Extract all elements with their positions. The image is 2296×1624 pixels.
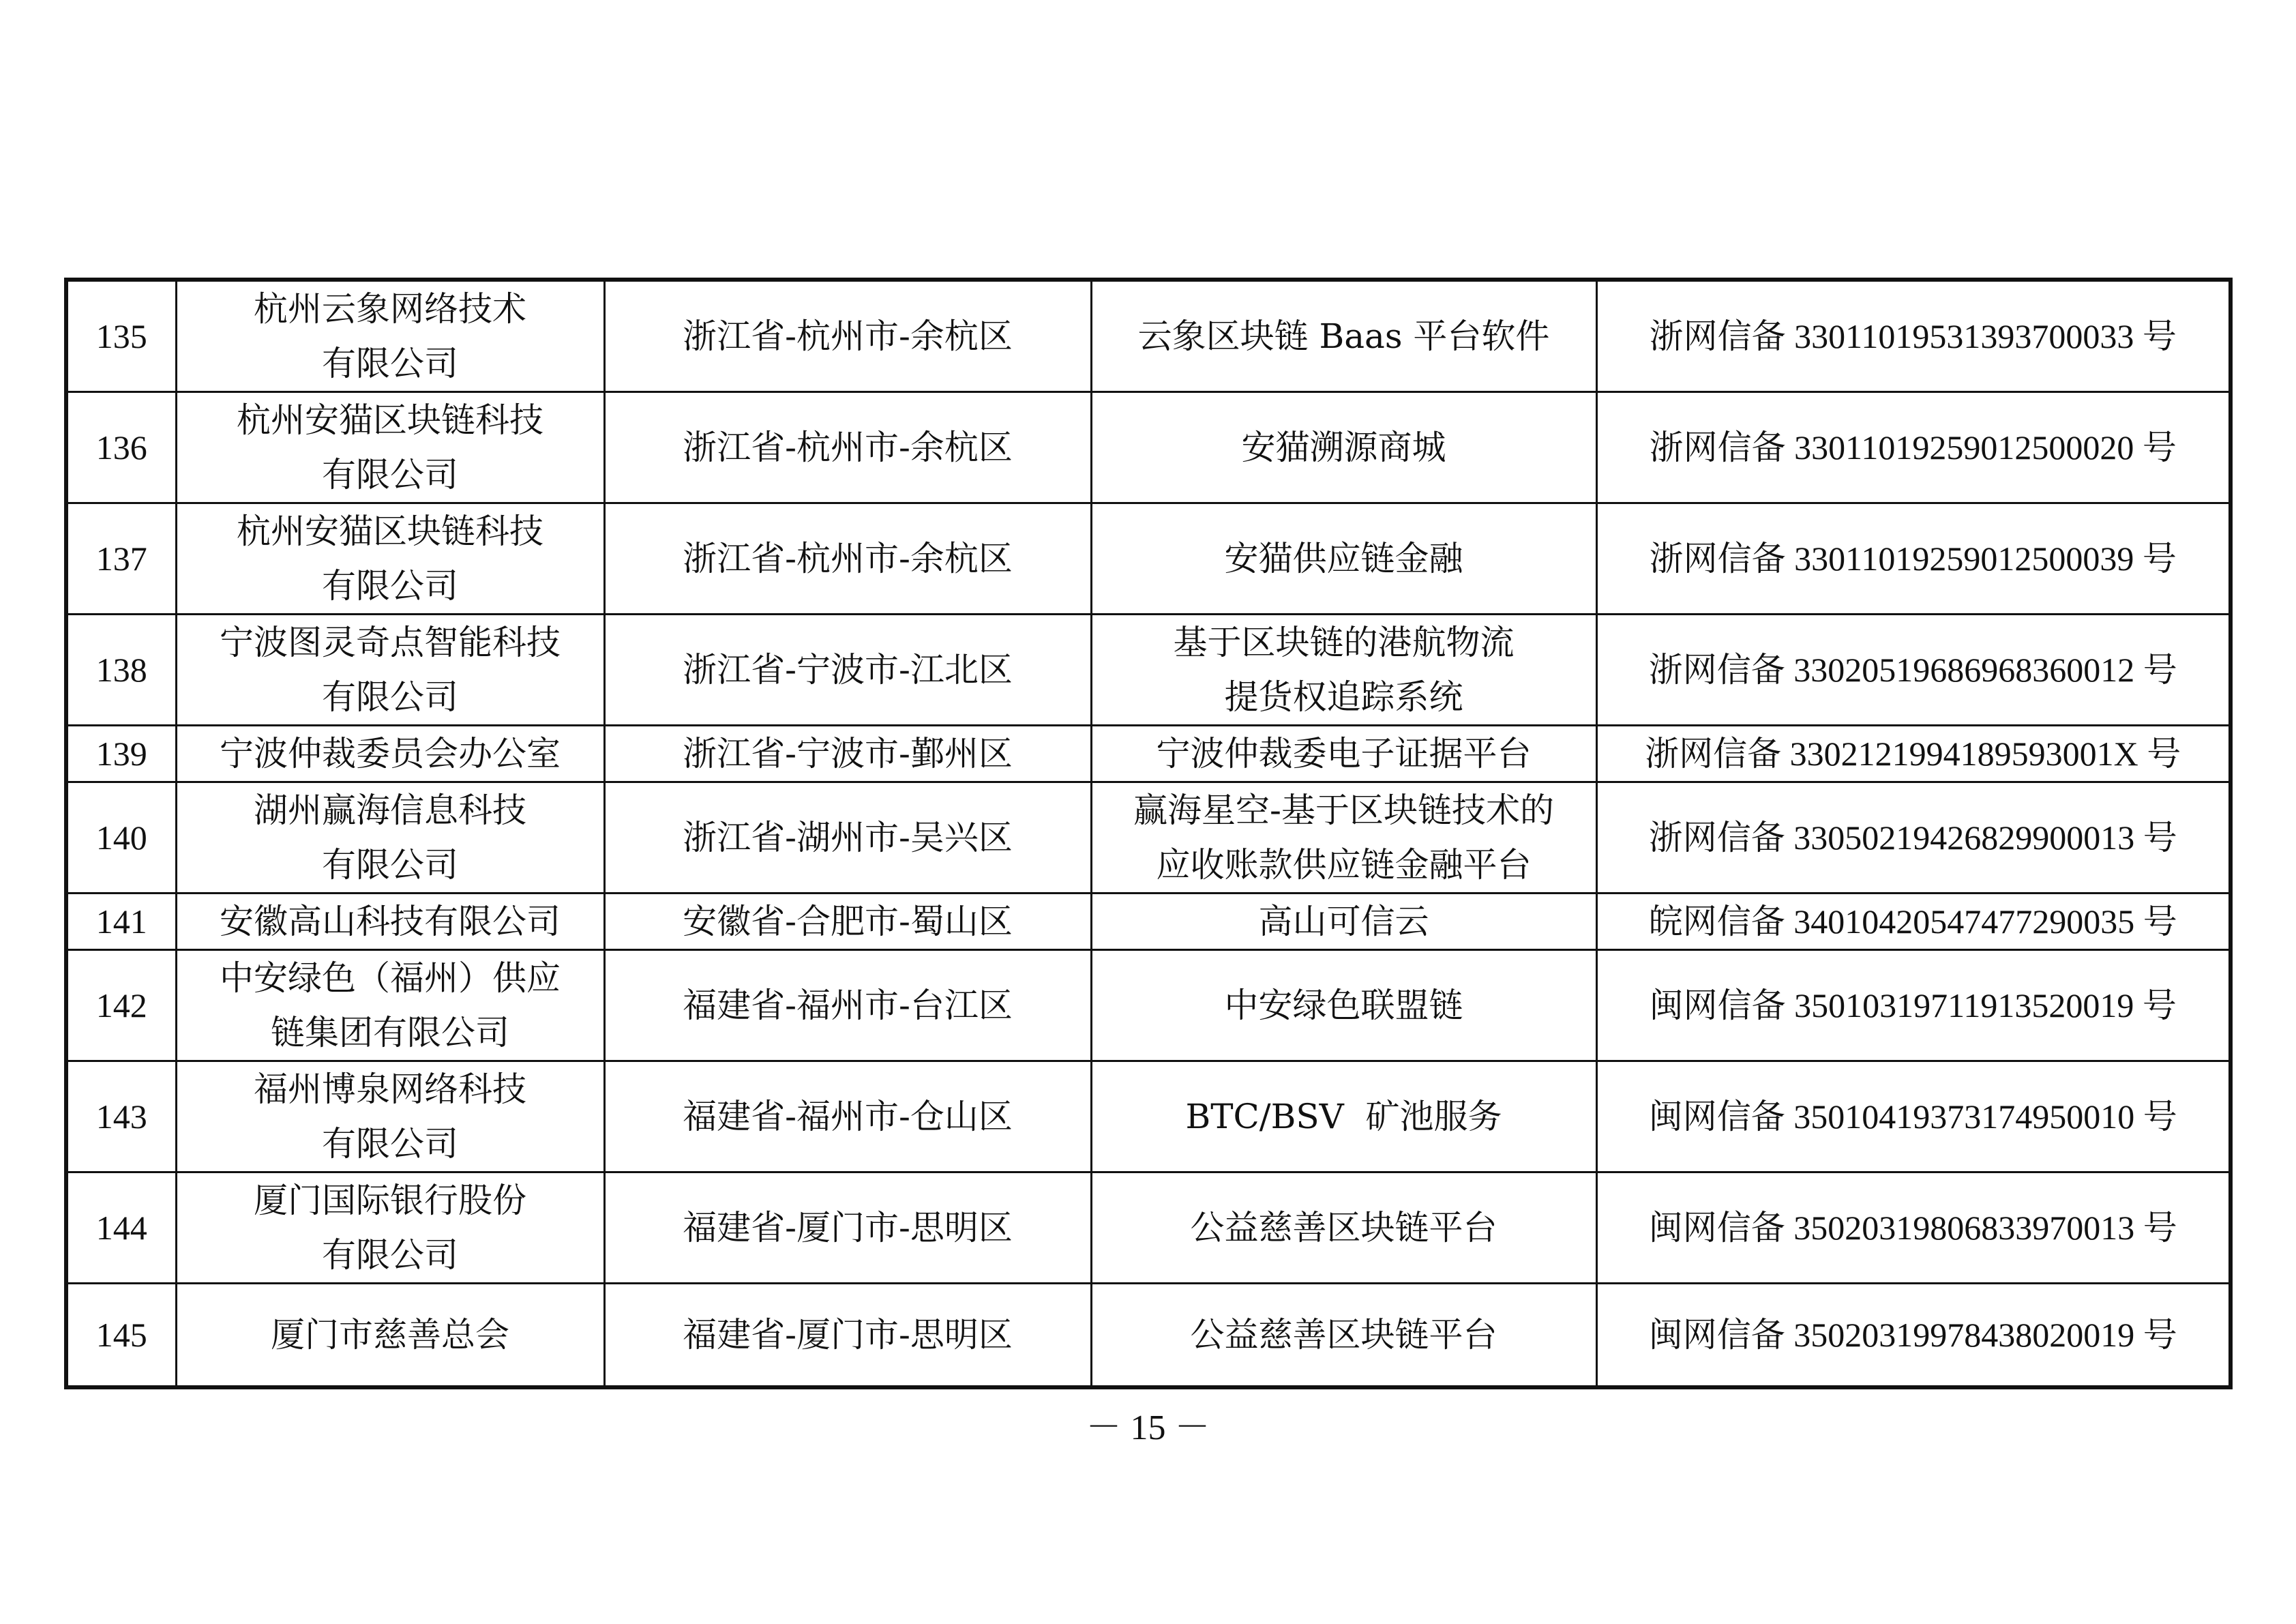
row-number: 135 [66, 280, 176, 392]
company-name: 杭州安猫区块链科技 有限公司 [176, 392, 604, 503]
record-number: 浙网信备 3302121994189593001X 号 [1596, 726, 2231, 782]
table-row [66, 615, 2231, 726]
record-number: 闽网信备 35010319711913520019 号 [1596, 950, 2231, 1061]
company-name: 厦门国际银行股份 有限公司 [176, 1172, 604, 1284]
location: 安徽省-合肥市-蜀山区 [604, 894, 1091, 950]
table-row [66, 1172, 2231, 1284]
company-name: 杭州云象网络技术 有限公司 [176, 280, 604, 392]
row-number: 144 [66, 1172, 176, 1284]
location: 福建省-福州市-台江区 [604, 950, 1091, 1061]
table-row [66, 1284, 2231, 1387]
record-number: 浙网信备 33020519686968360012 号 [1596, 615, 2231, 726]
row-number: 145 [66, 1284, 176, 1387]
table-row [66, 950, 2231, 1061]
row-number: 140 [66, 782, 176, 894]
company-name: 湖州赢海信息科技 有限公司 [176, 782, 604, 894]
record-number: 闽网信备 35010419373174950010 号 [1596, 1061, 2231, 1172]
company-name: 杭州安猫区块链科技 有限公司 [176, 503, 604, 615]
service-name: 高山可信云 [1091, 894, 1596, 950]
company-name: 宁波仲裁委员会办公室 [176, 726, 604, 782]
company-name: 安徽高山科技有限公司 [176, 894, 604, 950]
record-number: 浙网信备 33050219426829900013 号 [1596, 782, 2231, 894]
company-name: 宁波图灵奇点智能科技 有限公司 [176, 615, 604, 726]
record-number: 闽网信备 35020319806833970013 号 [1596, 1172, 2231, 1284]
table-row [66, 1061, 2231, 1172]
location: 浙江省-杭州市-余杭区 [604, 503, 1091, 615]
table-row [66, 782, 2231, 894]
table-row [66, 503, 2231, 615]
service-name: 云象区块链 Baas 平台软件 [1091, 280, 1596, 392]
row-number: 139 [66, 726, 176, 782]
service-name: 赢海星空-基于区块链技术的 应收账款供应链金融平台 [1091, 782, 1596, 894]
row-number: 136 [66, 392, 176, 503]
row-number: 141 [66, 894, 176, 950]
record-number: 皖网信备 34010420547477290035 号 [1596, 894, 2231, 950]
location: 浙江省-宁波市-江北区 [604, 615, 1091, 726]
record-number: 闽网信备 35020319978438020019 号 [1596, 1284, 2231, 1387]
location: 福建省-福州市-仓山区 [604, 1061, 1091, 1172]
service-name: 安猫溯源商城 [1091, 392, 1596, 503]
service-name: 公益慈善区块链平台 [1091, 1172, 1596, 1284]
location: 浙江省-杭州市-余杭区 [604, 392, 1091, 503]
company-name: 中安绿色（福州）供应 链集团有限公司 [176, 950, 604, 1061]
location: 浙江省-杭州市-余杭区 [604, 280, 1091, 392]
company-name: 厦门市慈善总会 [176, 1284, 604, 1387]
location: 福建省-厦门市-思明区 [604, 1284, 1091, 1387]
service-name: 基于区块链的港航物流 提货权追踪系统 [1091, 615, 1596, 726]
location: 福建省-厦门市-思明区 [604, 1172, 1091, 1284]
record-number: 浙网信备 33011019531393700033 号 [1596, 280, 2231, 392]
page-number: － 15 － [1086, 1408, 1210, 1447]
service-name: 安猫供应链金融 [1091, 503, 1596, 615]
table-row [66, 392, 2231, 503]
service-name: 公益慈善区块链平台 [1091, 1284, 1596, 1387]
registry-table [64, 278, 2233, 1389]
company-name: 福州博泉网络科技 有限公司 [176, 1061, 604, 1172]
row-number: 137 [66, 503, 176, 615]
record-number: 浙网信备 33011019259012500039 号 [1596, 503, 2231, 615]
location: 浙江省-湖州市-吴兴区 [604, 782, 1091, 894]
row-number: 143 [66, 1061, 176, 1172]
service-name: 宁波仲裁委电子证据平台 [1091, 726, 1596, 782]
table-row [66, 894, 2231, 950]
row-number: 138 [66, 615, 176, 726]
table-row [66, 726, 2231, 782]
service-name: BTC/BSV 矿池服务 [1091, 1061, 1596, 1172]
service-name: 中安绿色联盟链 [1091, 950, 1596, 1061]
table-row [66, 280, 2231, 392]
location: 浙江省-宁波市-鄞州区 [604, 726, 1091, 782]
record-number: 浙网信备 33011019259012500020 号 [1596, 392, 2231, 503]
row-number: 142 [66, 950, 176, 1061]
